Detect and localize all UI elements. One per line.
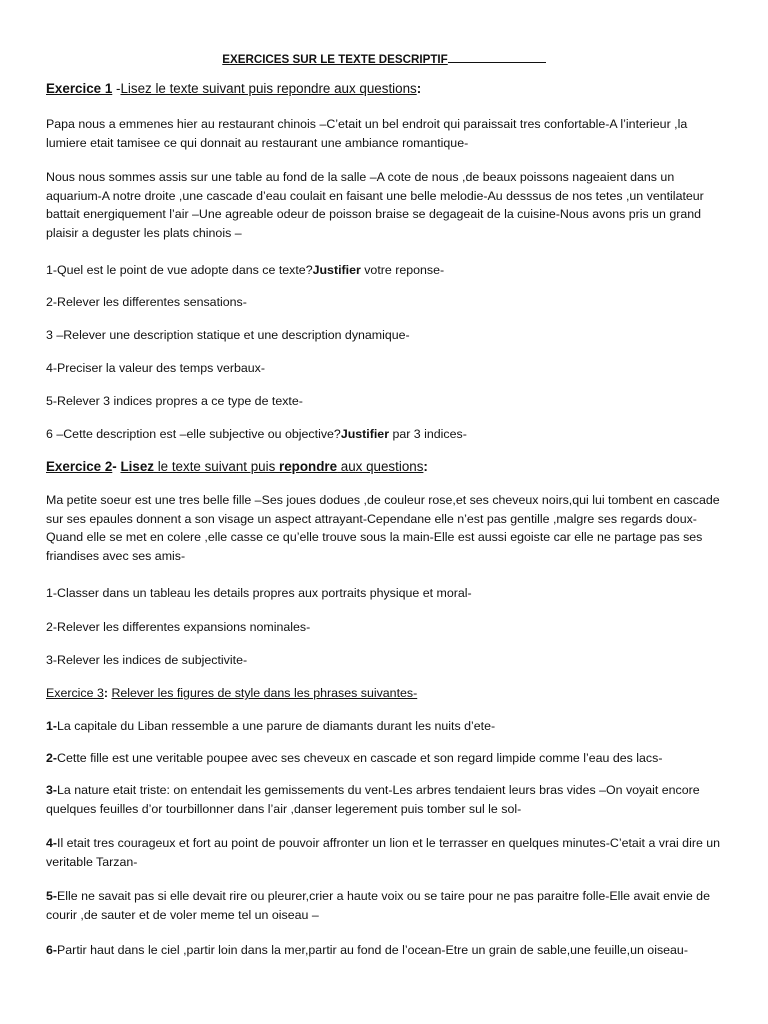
exercise-3-instruction: Relever les figures de style dans les phrases suivantes-: [111, 686, 418, 700]
exercise-3-item-4: 4-Il etait tres courageux et fort au point de pouvoir affronter un lion et le terrasser en quelques minutes-C’etait a vrai dire un veritable Tarzan-: [46, 836, 721, 869]
exercise-1-label: Exercice 1: [46, 81, 113, 96]
exercise-3-item-3: 3-La nature etait triste: on entendait les gemissements du vent-Les arbres tendaient leurs bras vides –On voyait encore quelques feuilles d’or tourbillonner dans l’air ,danser legerement puis tomber sul le sol-: [46, 783, 700, 816]
exercise-2-paragraph: Ma petite soeur est une tres belle fille –Ses joues dodues ,de couleur rose,et ses cheveux noirs,qui lui tombent en cascade sur ses epaules donnent a son visage un aspect attrayant-Cependane elle n’est pas gentille ,malgre ses regards doux-Quand elle se met en colere ,elle casse ce qu’elle trouve sous la main-Elle est aussi egoiste car elle ne partage pas ses friandises avec ses amis-: [46, 493, 720, 563]
exercise-1-instruction: Lisez le texte suivant puis repondre aux questions: [120, 81, 417, 96]
title-underline-rule: [448, 52, 546, 63]
exercise-1-question-3: 3 –Relever une description statique et une description dynamique-: [46, 328, 410, 342]
exercise-3-heading: Exercice 3: Relever les figures de style dans les phrases suivantes-: [46, 686, 418, 700]
exercise-1-question-6: 6 –Cette description est –elle subjective ou objective?Justifier par 3 indices-: [46, 427, 467, 441]
document-title: EXERCICES SUR LE TEXTE DESCRIPTIF: [0, 52, 768, 66]
exercise-1-question-5: 5-Relever 3 indices propres a ce type de texte-: [46, 394, 303, 408]
exercise-3-item-2: 2-Cette fille est une veritable poupee avec ses cheveux en cascade et son regard limpide comme l’eau des lacs-: [46, 751, 663, 765]
exercise-1-question-2: 2-Relever les differentes sensations-: [46, 295, 247, 309]
exercise-1-heading: Exercice 1 -Lisez le texte suivant puis repondre aux questions:: [46, 81, 422, 96]
exercise-2-label: Exercice 2: [46, 459, 113, 474]
exercise-2-question-3: 3-Relever les indices de subjectivite-: [46, 653, 248, 667]
exercise-3-item-1: 1-La capitale du Liban ressemble a une parure de diamants durant les nuits d’ete-: [46, 719, 496, 733]
exercise-1-paragraph-1: Papa nous a emmenes hier au restaurant chinois –C’etait un bel endroit qui paraissait tres confortable-A l’interieur ,la lumiere etait tamisee ce qui donnait au restaurant une ambiance romantique-: [46, 117, 688, 150]
exercise-1-paragraph-2: Nous nous sommes assis sur une table au fond de la salle –A cote de nous ,de beaux poissons nageaient dans un aquarium-A notre droite ,une cascade d’eau coulait en faisant une belle melodie-Au desssus de nos tetes ,un ventilateur battait energiquement l’air –Une agreable odeur de poisson braise se degageait de la cuisine-Nous avons pris un grand plaisir a deguster les plats chinois –: [46, 170, 704, 240]
exercise-3-item-6: 6-Partir haut dans le ciel ,partir loin dans la mer,partir au fond de l’ocean-Etre un grain de sable,une feuille,un oiseau-: [46, 943, 688, 957]
exercise-1-question-1: 1-Quel est le point de vue adopte dans ce texte?Justifier votre reponse-: [46, 263, 445, 277]
exercise-3-label: Exercice 3: [46, 686, 104, 700]
exercise-2-question-2: 2-Relever les differentes expansions nominales-: [46, 620, 311, 634]
exercise-1-question-4: 4-Preciser la valeur des temps verbaux-: [46, 361, 265, 375]
exercise-3-item-5: 5-Elle ne savait pas si elle devait rire ou pleurer,crier a haute voix ou se taire pour ne pas paraitre folle-Elle avait envie de courir ,de sauter et de voler meme tel un oiseau –: [46, 889, 710, 922]
exercise-2-heading: Exercice 2- Lisez le texte suivant puis repondre aux questions:: [46, 459, 428, 474]
exercise-2-question-1: 1-Classer dans un tableau les details propres aux portraits physique et moral-: [46, 586, 472, 600]
